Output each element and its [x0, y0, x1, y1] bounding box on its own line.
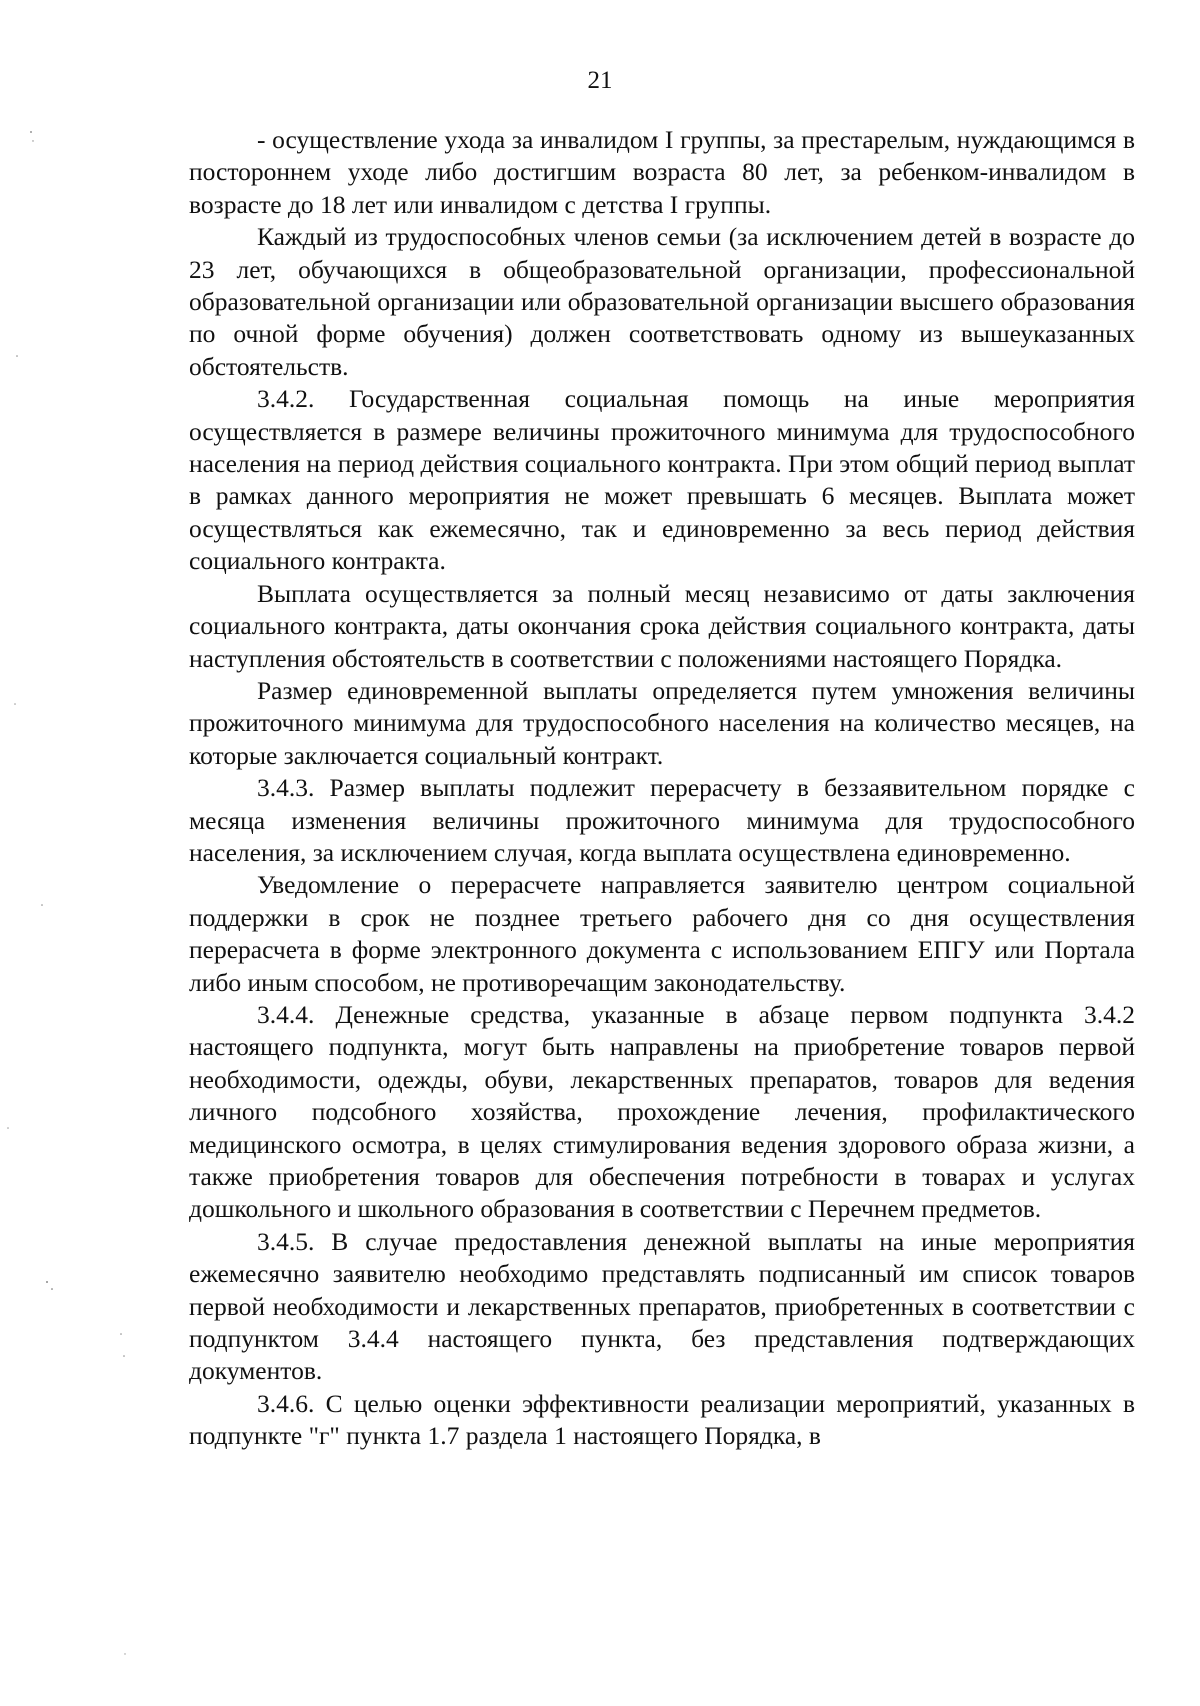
paragraph-3-4-4: 3.4.4. Денежные средства, указанные в абзаце первом подпункта 3.4.2 настоящего подпункта, могут быть направлены на приобретение товаров первой необходимости, одежды, обуви, лекарственных препаратов, товаров для ведения личного подсобного хозяйства, прохождение лечения, профилактического медицинского осмотра, в целях стимулирования ведения здорового образа жизни, а также приобретения товаров для обеспечения потребности в товарах и услугах дошкольного и школьного образования в соответствии с Перечнем предметов. [189, 999, 1135, 1224]
page-number: 21 [587, 67, 613, 94]
paragraph-3-4-3: 3.4.3. Размер выплаты подлежит перерасчету в беззаявительном порядке с месяца изменения величины прожиточного минимума для трудоспособного населения, за исключением случая, когда выплата осуществлена единовременно. [189, 773, 1135, 867]
paragraph-payment-full-month: Выплата осуществляется за полный месяц независимо от даты заключения социального контракта, даты окончания срока действия социального контракта, даты наступления обстоятельств в соответствии с положениями настоящего Порядка. [189, 578, 1135, 673]
document-body [189, 124, 1135, 1453]
paragraph-3-4-2: 3.4.2. Государственная социальная помощь на иные мероприятия осуществляется в размере величины прожиточного минимума для трудоспособного населения на период действия социального контракта. При этом общий период выплат в рамках данного мероприятия не может превышать 6 месяцев. Выплата может осуществляться как ежемесячно, так и единовременно за весь период действия социального контракта. [189, 384, 1135, 576]
paragraph-care-for-disabled: - осуществление ухода за инвалидом I группы, за престарелым, нуждающимся в постороннем уходе либо достигшим возраста 80 лет, за ребенком-инвалидом в возрасте до 18 лет или инвалидом с детства I группы. [189, 125, 1135, 219]
paragraph-3-4-6: 3.4.6. С целью оценки эффективности реализации мероприятий, указанных в подпункте "г" пункта 1.7 раздела 1 настоящего Порядка, в [189, 1388, 1135, 1451]
paragraph-3-4-5: 3.4.5. В случае предоставления денежной выплаты на иные мероприятия ежемесячно заявителю необходимо представлять подписанный им список товаров первой необходимости и лекарственных препаратов, приобретенных в соответствии с подпунктом 3.4.4 настоящего пункта, без представления подтверждающих документов. [189, 1226, 1135, 1386]
paragraph-recalculation-notice: Уведомление о перерасчете направляется заявителю центром социальной поддержки в срок не позднее третьего рабочего дня со дня осуществления перерасчета в форме электронного документа с использованием ЕПГУ или Портала либо иным способом, не противоречащим законодательству. [189, 870, 1135, 997]
paragraph-lump-sum-size: Размер единовременной выплаты определяется путем умножения величины прожиточного минимума для трудоспособного населения на количество месяцев, на которые заключается социальный контракт. [189, 675, 1135, 770]
paragraph-able-bodied-members: Каждый из трудоспособных членов семьи (за исключением детей в возрасте до 23 лет, обучающихся в общеобразовательной организации, профессиональной образовательной организации или образовательной организации высшего образования по очной форме обучения) должен соответствовать одному из вышеуказанных обстоятельств. [189, 222, 1135, 381]
